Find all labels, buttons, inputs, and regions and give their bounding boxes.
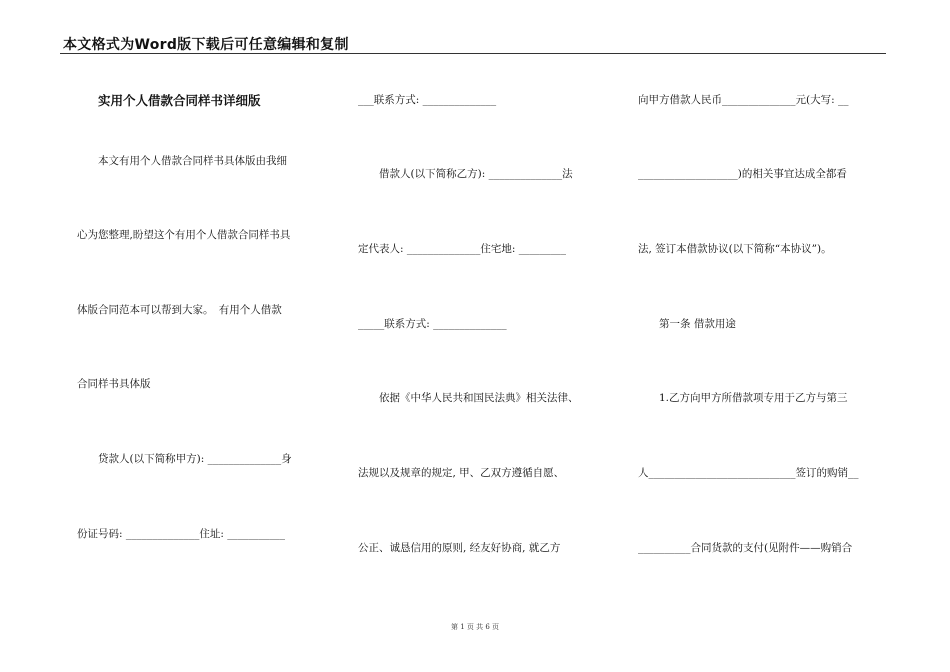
body-line: _____联系方式: ______________: [358, 318, 507, 330]
body-line: 份证号码: ______________住址: ___________: [77, 528, 286, 540]
body-line: 法, 签订本借款协议(以下简称“本协议”)。: [638, 243, 832, 255]
body-line: 1.乙方向甲方所借款项专用于乙方与第三: [638, 392, 848, 404]
body-line: 法规以及规章的规定, 甲、乙双方遵循自愿、: [358, 467, 565, 479]
body-line: 本文有用个人借款合同样书具体版由我细: [77, 155, 287, 167]
body-line: 向甲方借款人民币______________元(大写: __: [638, 94, 849, 106]
document-header: 本文格式为Word版下载后可任意编辑和复制: [63, 37, 349, 53]
body-line: 借款人(以下简称乙方): ______________法: [358, 168, 573, 180]
body-line: 定代表人: ______________住宅地: _________: [358, 243, 567, 255]
body-line: ___________________)的相关事宜达成全都看: [638, 168, 847, 180]
body-line: 人____________________________签订的购销__: [638, 467, 859, 479]
document-title: 实用个人借款合同样书详细版: [98, 93, 261, 108]
body-line: ___联系方式: ______________: [358, 94, 497, 106]
body-line: __________合同货款的支付(见附件——购销合: [638, 542, 853, 554]
body-line: 合同样书具体版: [77, 378, 151, 390]
body-line: 公正、诚恳信用的原则, 经友好协商, 就乙方: [358, 542, 561, 554]
body-line: 心为您整理,盼望这个有用个人借款合同样书具: [77, 229, 291, 241]
header-divider: [60, 53, 886, 54]
page-number: 第 1 页 共 6 页: [450, 623, 500, 631]
section-heading: 第一条 借款用途: [638, 318, 736, 330]
body-line: 贷款人(以下简称甲方): ______________身: [77, 453, 292, 465]
body-line: 依据《中华人民共和国民法典》相关法律、: [358, 392, 579, 404]
body-line: 体版合同范本可以帮到大家。 有用个人借款: [77, 304, 282, 316]
